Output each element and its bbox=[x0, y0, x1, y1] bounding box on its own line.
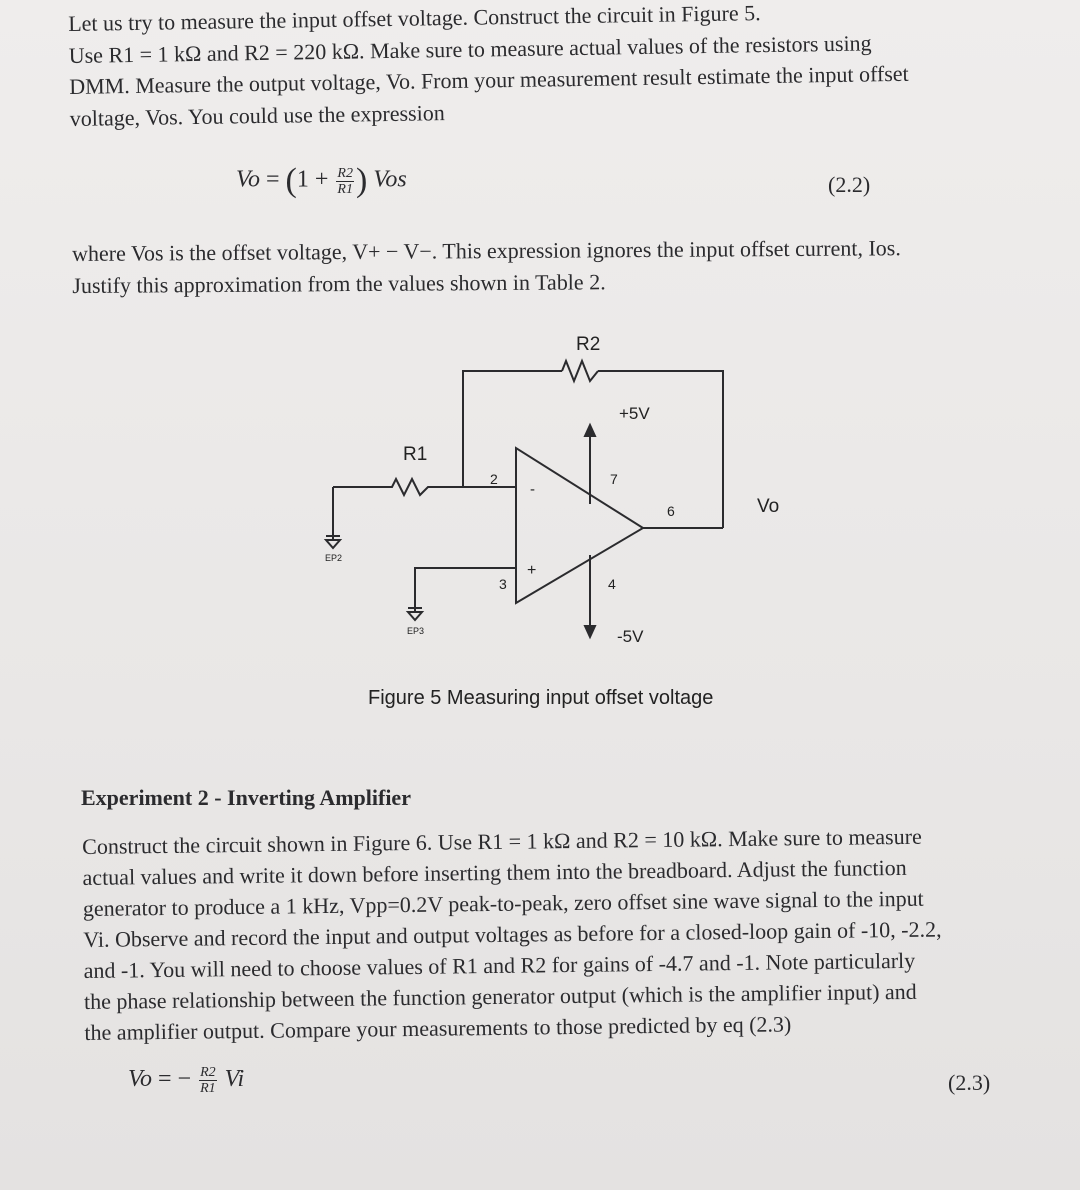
paragraph-line: the phase relationship between the function generator output (which is the amplifier input) and bbox=[83, 978, 917, 1014]
ep2-ground-icon bbox=[326, 540, 340, 548]
equation-number: (2.3) bbox=[948, 1070, 991, 1095]
experiment-2-heading: Experiment 2 - Inverting Amplifier bbox=[81, 785, 411, 810]
fraction-numerator: R2 bbox=[200, 1065, 216, 1080]
fraction-denominator: R1 bbox=[200, 1081, 216, 1096]
ep3-label: EP3 bbox=[407, 626, 425, 636]
equation-fraction bbox=[199, 1065, 217, 1096]
vminus-arrow-icon bbox=[585, 626, 595, 637]
paragraph-line: Justify this approximation from the values shown in Table 2. bbox=[72, 268, 606, 298]
vo-label: Vo bbox=[757, 496, 780, 517]
figure-5-caption: Figure 5 Measuring input offset voltage bbox=[368, 687, 714, 709]
paragraph-line: the amplifier output. Compare your measurements to those predicted by eq (2.3) bbox=[84, 1011, 792, 1045]
equation-rhs: Vi bbox=[224, 1066, 245, 1093]
ep2-label: EP2 bbox=[325, 553, 343, 563]
fraction-numerator: R2 bbox=[337, 165, 353, 181]
pin-7-label: 7 bbox=[610, 471, 618, 487]
paragraph-line: DMM. Measure the output voltage, Vo. From your measurement result estimate the input offset bbox=[69, 60, 909, 99]
equation-one-plus: 1 + bbox=[296, 166, 329, 193]
paragraph-line: Use R1 = 1 kΩ and R2 = 220 kΩ. Make sure to measure actual values of the resistors using bbox=[68, 29, 872, 68]
paragraph-line: voltage, Vos. You could use the expression bbox=[69, 99, 445, 131]
output-feedback-wire bbox=[598, 371, 723, 528]
open-paren: ( bbox=[285, 162, 297, 199]
minus-sign-label: - bbox=[530, 481, 535, 498]
paragraph-line: Let us try to measure the input offset voltage. Construct the circuit in Figure 5. bbox=[68, 0, 761, 36]
paragraph-line: and -1. You will need to choose values of R1 and R2 for gains of -4.7 and -1. Note particularly bbox=[83, 947, 916, 983]
vplus-label: +5V bbox=[619, 404, 650, 423]
paragraph-line: Vi. Observe and record the input and output voltages as before for a closed-loop gain of -10, -2.2, bbox=[83, 916, 942, 952]
equation-lhs: Vo bbox=[236, 166, 260, 193]
close-paren: ) bbox=[355, 162, 368, 199]
paragraph-line: generator to produce a 1 kHz, Vpp=0.2V peak-to-peak, zero offset sine wave signal to the input bbox=[82, 885, 924, 921]
pin-6-label: 6 bbox=[667, 503, 675, 519]
r2-label: R2 bbox=[576, 334, 601, 355]
plus-sign-label: + bbox=[527, 562, 537, 579]
r2-resistor bbox=[562, 361, 598, 381]
equation-rhs: Vos bbox=[373, 166, 407, 193]
r1-resistor bbox=[333, 479, 470, 495]
feedback-wire bbox=[463, 371, 562, 487]
paragraph-line: actual values and write it down before inserting them into the breadboard. Adjust the function bbox=[82, 854, 907, 890]
paragraph-line: where Vos is the offset voltage, V+ − V−. This expression ignores the input offset current, Ios. bbox=[72, 235, 901, 266]
equation-equals-minus: = − bbox=[158, 1066, 192, 1093]
pin-3-label: 3 bbox=[499, 576, 507, 592]
r1-label: R1 bbox=[403, 444, 428, 465]
equation-equals: = bbox=[266, 166, 280, 193]
equation-number: (2.2) bbox=[828, 172, 871, 197]
vplus-arrow-icon bbox=[585, 425, 595, 436]
pin-2-label: 2 bbox=[490, 471, 498, 487]
fraction-denominator: R1 bbox=[337, 181, 353, 197]
paragraph-line: Construct the circuit shown in Figure 6. Use R1 = 1 kΩ and R2 = 10 kΩ. Make sure to measure bbox=[82, 823, 922, 859]
vminus-label: -5V bbox=[617, 627, 644, 646]
opamp-triangle bbox=[516, 448, 643, 603]
ep3-ground-icon bbox=[408, 612, 422, 620]
pin-4-label: 4 bbox=[608, 576, 616, 592]
equation-lhs: Vo bbox=[128, 1066, 152, 1093]
equation-2-3 bbox=[128, 1065, 244, 1096]
experiment-2-paragraph bbox=[82, 819, 1045, 1048]
